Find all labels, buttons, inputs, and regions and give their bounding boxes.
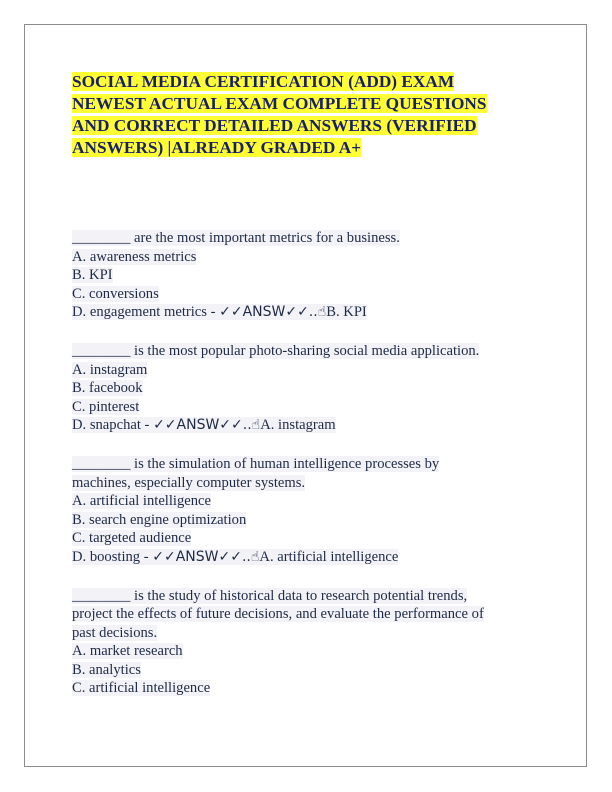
option-b: B. search engine optimization: [72, 511, 247, 528]
question-stem: ________ is the study of historical data to research potential trends,: [72, 587, 468, 604]
title-line: SOCIAL MEDIA CERTIFICATION (ADD) EXAM: [72, 72, 455, 91]
questions-list: [72, 229, 542, 718]
question-stem: ________ is the most popular photo-sharing social media application.: [72, 342, 480, 359]
pointing-hand-icon: ☝: [250, 548, 260, 565]
option-d: D. boosting -: [72, 548, 153, 565]
document-title: [72, 71, 542, 159]
option-d-with-answer: [72, 416, 542, 435]
option-c: C. artificial intelligence: [72, 680, 211, 697]
title-line: AND CORRECT DETAILED ANSWERS (VERIFIED: [72, 116, 477, 135]
question-1: [72, 229, 542, 322]
correct-answer: A. artificial intelligence: [259, 548, 399, 565]
question-stem: ________ are the most important metrics for a business.: [72, 230, 400, 246]
option-c: C. pinterest: [72, 398, 140, 415]
answer-check-marker: ✓✓ANSW✓✓..: [219, 304, 318, 321]
title-line: ANSWERS) |ALREADY GRADED A+: [72, 138, 362, 157]
question-3: [72, 455, 542, 567]
question-stem: machines, especially computer systems.: [72, 474, 306, 491]
option-b: B. KPI: [72, 267, 113, 284]
answer-check-marker: ✓✓ANSW✓✓..: [153, 417, 252, 434]
question-stem: past decisions.: [72, 624, 158, 641]
option-a: A. awareness metrics: [72, 248, 197, 265]
option-c: C. targeted audience: [72, 530, 192, 547]
pointing-hand-icon: ☝: [251, 417, 261, 434]
option-d: D. engagement metrics -: [72, 304, 220, 321]
question-2: [72, 342, 542, 435]
question-stem: project the effects of future decisions, and evaluate the performance of: [72, 606, 484, 623]
option-c: C. conversions: [72, 285, 159, 302]
question-stem: ________ is the simulation of human intelligence processes by: [72, 455, 440, 472]
answer-check-marker: ✓✓ANSW✓✓..: [152, 548, 251, 565]
option-a: A. artificial intelligence: [72, 493, 211, 510]
option-a: A. instagram: [72, 361, 148, 378]
title-line: NEWEST ACTUAL EXAM COMPLETE QUESTIONS: [72, 94, 487, 113]
option-a: A. market research: [72, 643, 183, 660]
pointing-hand-icon: ☝: [317, 304, 327, 321]
option-b: B. facebook: [72, 380, 143, 397]
option-d: D. snapchat -: [72, 417, 154, 434]
correct-answer: B. KPI: [326, 304, 367, 321]
option-d-with-answer: [72, 303, 542, 322]
option-b: B. analytics: [72, 661, 141, 678]
question-4: [72, 587, 542, 699]
option-d-with-answer: [72, 548, 542, 567]
correct-answer: A. instagram: [260, 417, 336, 434]
